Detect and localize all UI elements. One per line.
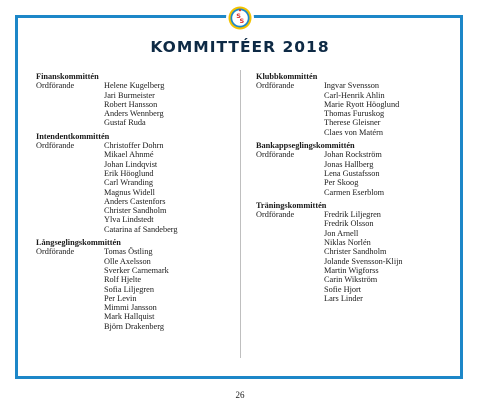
committee-title: Bankappseglingskommittén xyxy=(256,141,355,151)
right-column xyxy=(256,72,456,307)
member-name: Christer Sandholm xyxy=(104,206,167,216)
member-name: Marie Ryott Höoglund xyxy=(324,99,400,109)
member-name: Fredrik Liljegren xyxy=(324,210,381,220)
member-name: Olle Axelsson xyxy=(104,256,151,266)
member-list xyxy=(324,81,456,137)
committee-title: Finanskommittén xyxy=(36,72,99,81)
member-name: Therese Gleisner xyxy=(324,118,381,128)
member-name: Christoffer Dohrn xyxy=(104,141,164,151)
page-title: KOMMITTÉER 2018 xyxy=(150,38,330,56)
member-name: Erik Höoglund xyxy=(104,168,154,178)
member-name: Björn Drakenberg xyxy=(104,321,164,331)
svg-text:S: S xyxy=(239,17,245,25)
committee-section xyxy=(36,238,236,331)
chair-label: Ordförande xyxy=(256,150,295,160)
committee-title: Träningskommittén xyxy=(256,200,327,210)
member-name: Ingvar Svensson xyxy=(324,81,380,91)
page-number: 26 xyxy=(235,390,245,400)
committee-section xyxy=(256,141,456,197)
member-name: Ylva Lindstedt xyxy=(104,215,154,225)
member-name: Catarina af Sandeberg xyxy=(104,224,178,234)
chair-label: Ordförande xyxy=(256,81,295,91)
member-name: Mark Hallquist xyxy=(104,312,155,322)
member-name: Anders Wennberg xyxy=(104,109,164,119)
chair-label: Ordförande xyxy=(256,210,295,220)
member-name: Robert Hansson xyxy=(104,99,158,109)
committee-section xyxy=(36,132,236,234)
member-name: Lars Linder xyxy=(324,293,363,303)
svg-text:S: S xyxy=(236,12,241,20)
member-name: Jonas Hallberg xyxy=(324,159,374,169)
member-name: Anders Castenfors xyxy=(104,196,166,206)
member-name: Claes von Matérn xyxy=(324,127,383,137)
member-name: Jon Arnell xyxy=(324,228,359,238)
committee-title: Intendentkommittén xyxy=(36,131,110,141)
member-name: Rolf Hjelte xyxy=(104,275,142,285)
member-name: Jolande Svensson-Klijn xyxy=(324,256,403,266)
member-list xyxy=(104,141,236,234)
column-divider xyxy=(240,70,241,358)
member-list xyxy=(104,81,236,127)
member-name: Sofia Liljegren xyxy=(104,284,154,294)
club-logo xyxy=(226,4,254,32)
member-name: Per Levin xyxy=(104,293,137,303)
left-column xyxy=(36,72,236,335)
committee-section xyxy=(36,72,236,128)
committee-title: Långseglingskommittén xyxy=(36,238,121,248)
committee-title: Klubbkommittén xyxy=(256,72,318,81)
member-name: Johan Rockström xyxy=(324,150,382,160)
member-list xyxy=(324,150,456,196)
member-name: Martin Wigforss xyxy=(324,265,379,275)
member-name: Helene Kugelberg xyxy=(104,81,165,91)
member-name: Magnus Widell xyxy=(104,187,155,197)
member-list xyxy=(104,247,236,331)
member-name: Fredrik Olsson xyxy=(324,219,374,229)
member-name: Jari Burmeister xyxy=(104,90,155,100)
member-name: Sofie Hjort xyxy=(324,284,362,294)
club-emblem-icon xyxy=(228,6,252,30)
member-name: Gustaf Ruda xyxy=(104,118,146,128)
committee-section xyxy=(256,201,456,303)
member-name: Christer Sandholm xyxy=(324,247,387,257)
member-list xyxy=(324,210,456,303)
member-name: Mimmi Jansson xyxy=(104,303,157,313)
member-name: Carl Wranding xyxy=(104,178,154,188)
chair-label: Ordförande xyxy=(36,81,75,91)
member-name: Tomas Östling xyxy=(104,247,153,257)
member-name: Carl-Henrik Ahlin xyxy=(324,90,385,100)
committee-section xyxy=(256,72,456,137)
member-name: Carin Wikström xyxy=(324,275,378,285)
member-name: Niklas Norlén xyxy=(324,238,371,248)
chair-label: Ordförande xyxy=(36,247,75,257)
member-name: Carmen Eserblom xyxy=(324,187,385,197)
member-name: Thomas Furuskog xyxy=(324,109,385,119)
member-name: Mikael Ahnmé xyxy=(104,150,154,160)
member-name: Per Skoog xyxy=(324,178,359,188)
member-name: Sverker Carnemark xyxy=(104,265,169,275)
member-name: Lena Gustafsson xyxy=(324,168,380,178)
member-name: Johan Lindqvist xyxy=(104,159,158,169)
chair-label: Ordförande xyxy=(36,141,75,151)
